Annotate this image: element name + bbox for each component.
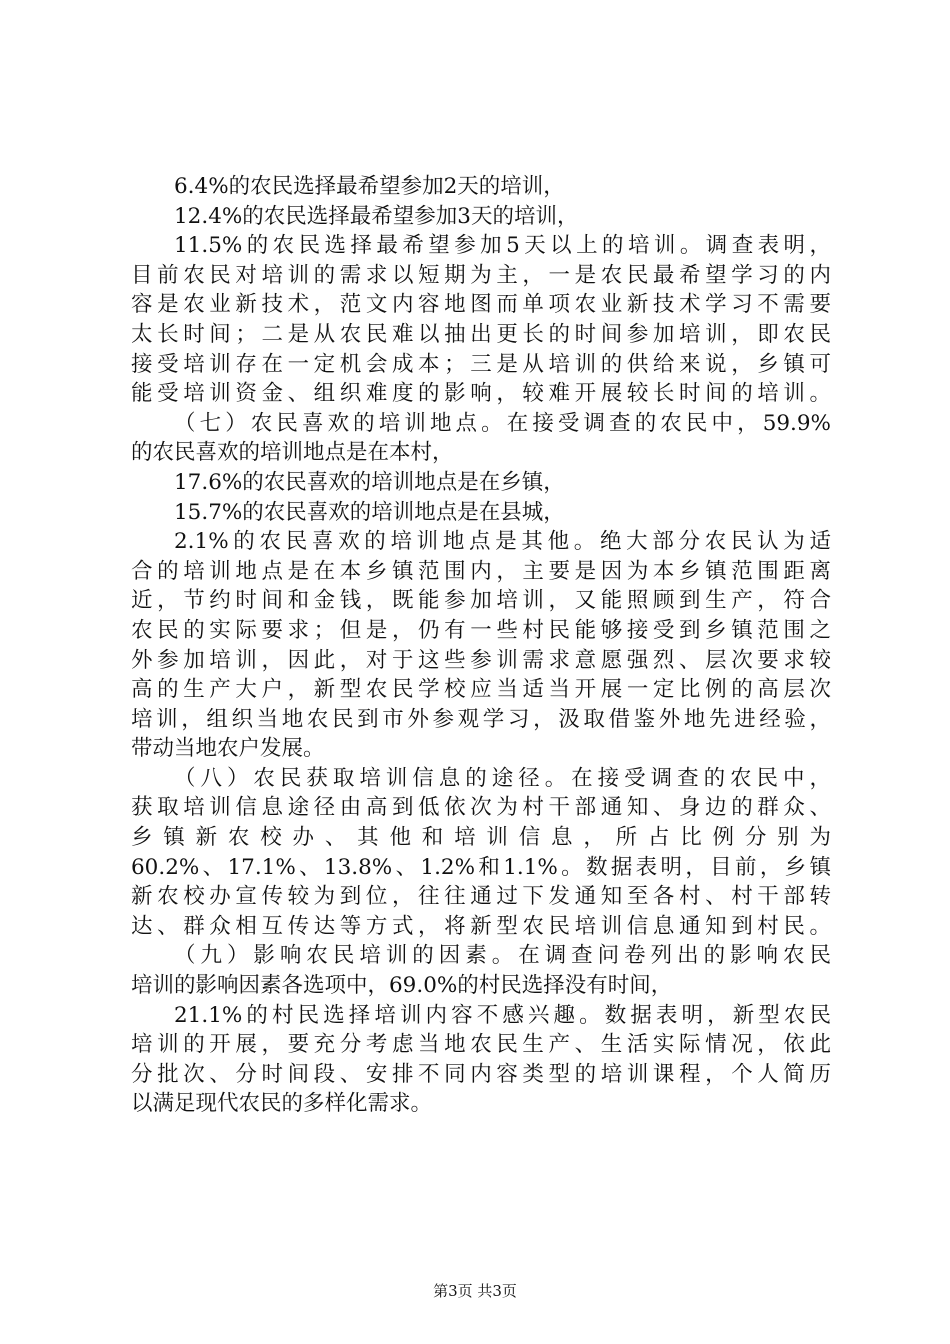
text-line: 获取培训信息途径由高到低依次为村干部通知、身边的群众、 bbox=[131, 795, 831, 821]
text-line: 培训，组织当地农民到市外参观学习，汲取借鉴外地先进经验， bbox=[131, 706, 831, 732]
text-line: 的农民喜欢的培训地点是在本村， bbox=[131, 440, 454, 466]
text-line: 分批次、分时间段、安排不同内容类型的培训课程，个人简历 bbox=[131, 1061, 831, 1087]
text-line: 11.5%的农民选择最希望参加5天以上的培训。调查表明， bbox=[174, 233, 831, 259]
text-line: 60.2%、17.1%、13.8%、1.2%和1.1%。数据表明，目前，乡镇 bbox=[131, 854, 831, 880]
text-line: 外参加培训，因此，对于这些参训需求意愿强烈、层次要求较 bbox=[131, 647, 831, 673]
text-line: 17.6%的农民喜欢的培训地点是在乡镇， bbox=[174, 469, 565, 495]
text-line: 目前农民对培训的需求以短期为主，一是农民最希望学习的内 bbox=[131, 262, 831, 288]
page-footer: 第3页 共3页 bbox=[433, 1282, 517, 1300]
text-line: 能受培训资金、组织难度的影响，较难开展较长时间的培训。 bbox=[131, 381, 831, 407]
text-line: 农民的实际要求；但是，仍有一些村民能够接受到乡镇范围之 bbox=[131, 617, 831, 643]
text-line: 新农校办宣传较为到位，往往通过下发通知至各村、村干部转 bbox=[131, 884, 831, 910]
text-line: 以满足现代农民的多样化需求。 bbox=[131, 1091, 433, 1117]
text-line: 太长时间；二是从农民难以抽出更长的时间参加培训，即农民 bbox=[131, 321, 831, 347]
text-line: 乡镇新农校办、其他和培训信息，所占比例分别为 bbox=[131, 825, 831, 851]
text-line: 2.1%的农民喜欢的培训地点是其他。绝大部分农民认为适 bbox=[174, 529, 831, 555]
text-line: 容是农业新技术，范文内容地图而单项农业新技术学习不需要 bbox=[131, 292, 831, 318]
text-line: 6.4%的农民选择最希望参加2天的培训， bbox=[174, 174, 565, 199]
text-line: 培训的影响因素各选项中，69.0%的村民选择没有时间， bbox=[131, 973, 673, 999]
text-line: 达、群众相互传达等方式，将新型农民培训信息通知到村民。 bbox=[131, 913, 831, 939]
text-line: 接受培训存在一定机会成本；三是从培训的供给来说，乡镇可 bbox=[131, 351, 831, 377]
text-line: 15.7%的农民喜欢的培训地点是在县城， bbox=[174, 499, 565, 525]
text-line: 近，节约时间和金钱，既能参加培训，又能照顾到生产，符合 bbox=[131, 588, 831, 614]
text-line: 合的培训地点是在本乡镇范围内，主要是因为本乡镇范围距离 bbox=[131, 558, 831, 584]
text-line: （八）农民获取培训信息的途径。在接受调查的农民中， bbox=[174, 765, 831, 791]
text-line: 21.1%的村民选择培训内容不感兴趣。数据表明，新型农民 bbox=[174, 1002, 831, 1028]
text-line: （九）影响农民培训的因素。在调查问卷列出的影响农民 bbox=[174, 943, 831, 969]
document-body bbox=[131, 172, 831, 1119]
text-line: 带动当地农户发展。 bbox=[131, 736, 325, 762]
text-line: （七）农民喜欢的培训地点。在接受调查的农民中，59.9% bbox=[174, 410, 831, 436]
text-line: 高的生产大户，新型农民学校应当适当开展一定比例的高层次 bbox=[131, 677, 831, 703]
text-line: 培训的开展，要充分考虑当地农民生产、生活实际情况，依此 bbox=[131, 1032, 831, 1058]
text-line: 12.4%的农民选择最希望参加3天的培训， bbox=[174, 203, 579, 229]
